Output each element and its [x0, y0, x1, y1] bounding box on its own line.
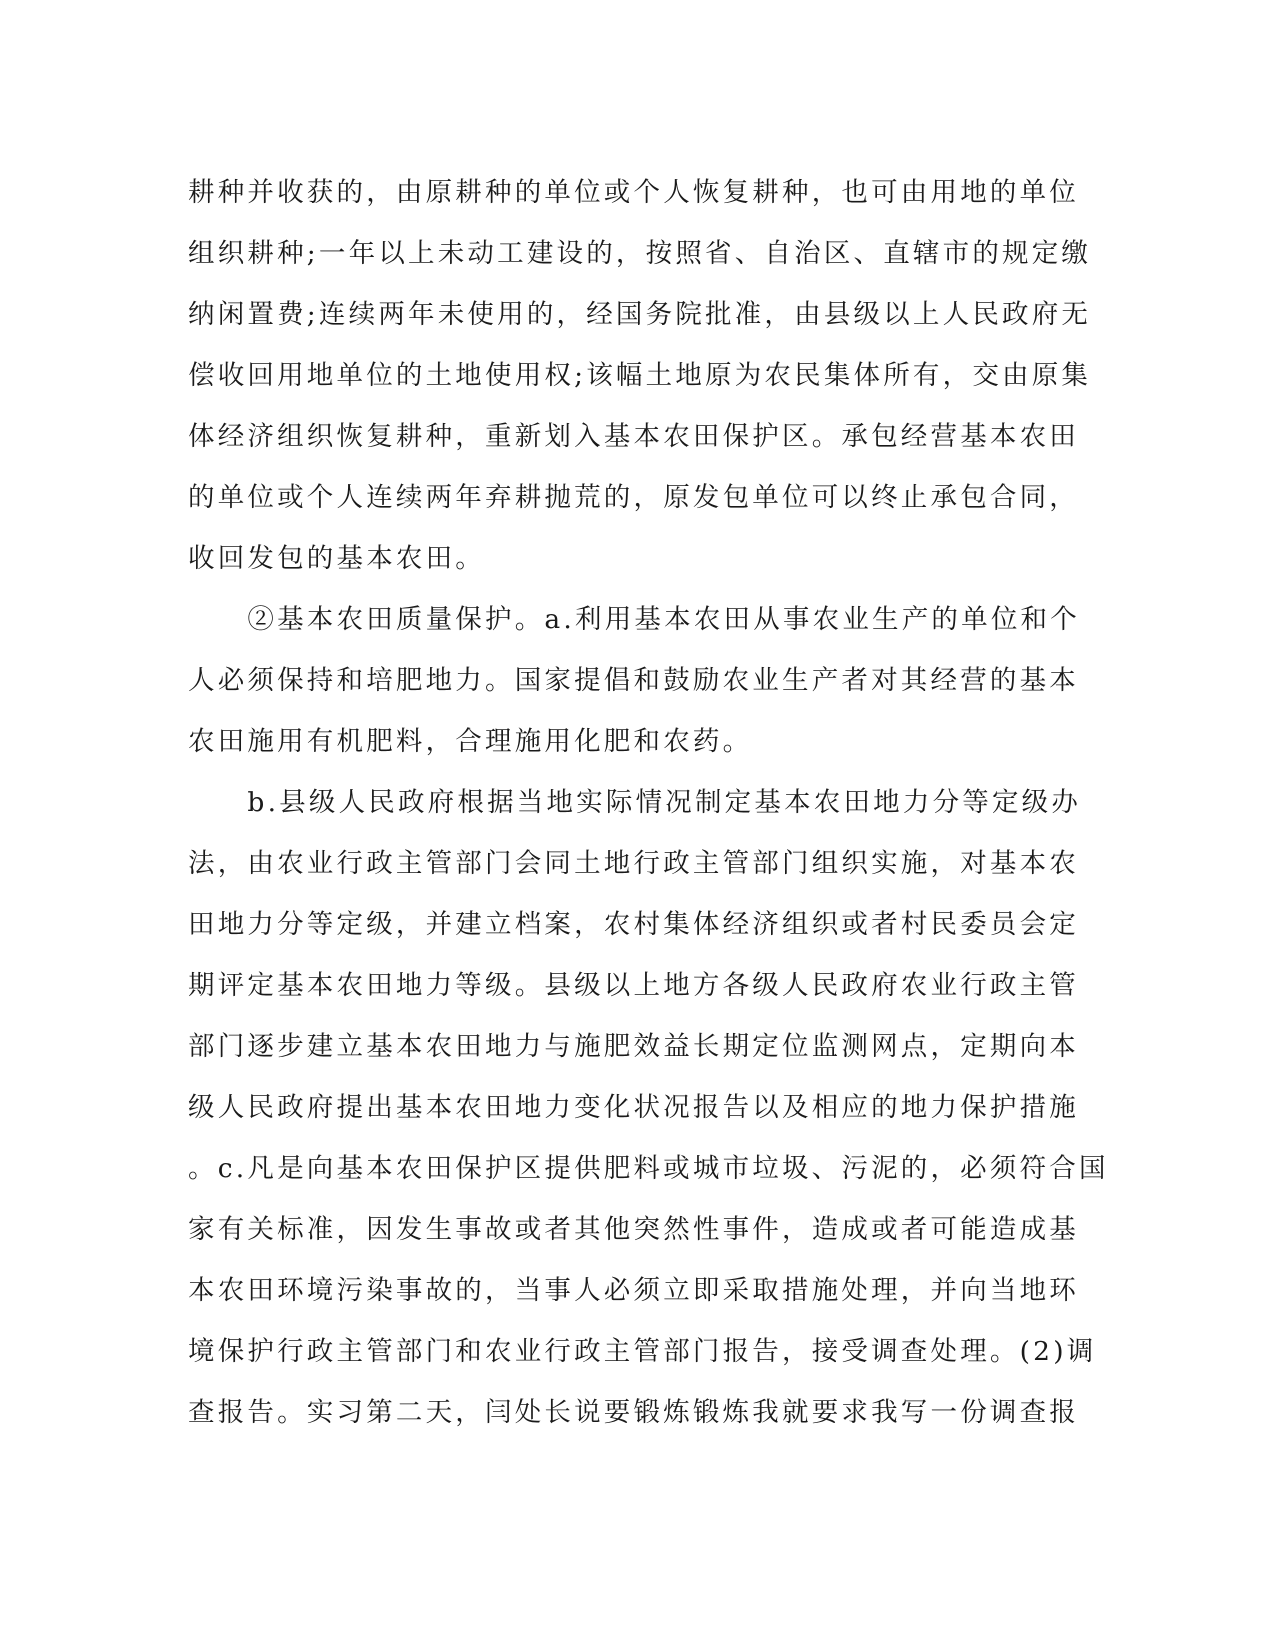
text-line: 期评定基本农田地力等级。县级以上地方各级人民政府农业行政主管	[188, 970, 1079, 1001]
text-line: 纳闲置费;连续两年未使用的，经国务院批准，由县级以上人民政府无	[188, 299, 1092, 330]
text-line: 级人民政府提出基本农田地力变化状况报告以及相应的地力保护措施	[188, 1092, 1079, 1123]
text-line: 家有关标准，因发生事故或者其他突然性事件，造成或者可能造成基	[188, 1214, 1079, 1245]
text-line: 法，由农业行政主管部门会同土地行政主管部门组织实施，对基本农	[188, 848, 1079, 879]
text-line: 查报告。实习第二天，闫处长说要锻炼锻炼我就要求我写一份调查报	[188, 1397, 1079, 1428]
text-line: 收回发包的基本农田。	[188, 543, 485, 574]
text-line: 境保护行政主管部门和农业行政主管部门报告，接受调查处理。(2)调	[188, 1336, 1097, 1367]
text-line: 农田施用有机肥料，合理施用化肥和农药。	[188, 726, 753, 757]
text-line: 人必须保持和培肥地力。国家提倡和鼓励农业生产者对其经营的基本	[188, 665, 1079, 696]
text-line: 田地力分等定级，并建立档案，农村集体经济组织或者村民委员会定	[188, 909, 1079, 940]
paragraph-start-line: b.县级人民政府根据当地实际情况制定基本农田地力分等定级办	[188, 787, 1082, 818]
text-line: 。c.凡是向基本农田保护区提供肥料或城市垃圾、污泥的，必须符合国	[188, 1153, 1109, 1184]
text-line: 体经济组织恢复耕种，重新划入基本农田保护区。承包经营基本农田	[188, 421, 1079, 452]
text-line: 组织耕种;一年以上未动工建设的，按照省、自治区、直辖市的规定缴	[188, 238, 1092, 269]
text-line: 耕种并收获的，由原耕种的单位或个人恢复耕种，也可由用地的单位	[188, 177, 1079, 208]
paragraph-start-line: ②基本农田质量保护。a.利用基本农田从事农业生产的单位和个	[188, 604, 1080, 635]
text-line: 的单位或个人连续两年弃耕抛荒的，原发包单位可以终止承包合同，	[188, 482, 1079, 513]
text-line: 本农田环境污染事故的，当事人必须立即采取措施处理，并向当地环	[188, 1275, 1079, 1306]
body-text	[188, 162, 1109, 1443]
text-line: 部门逐步建立基本农田地力与施肥效益长期定位监测网点，定期向本	[188, 1031, 1079, 1062]
text-line: 偿收回用地单位的土地使用权;该幅土地原为农民集体所有，交由原集	[188, 360, 1092, 391]
